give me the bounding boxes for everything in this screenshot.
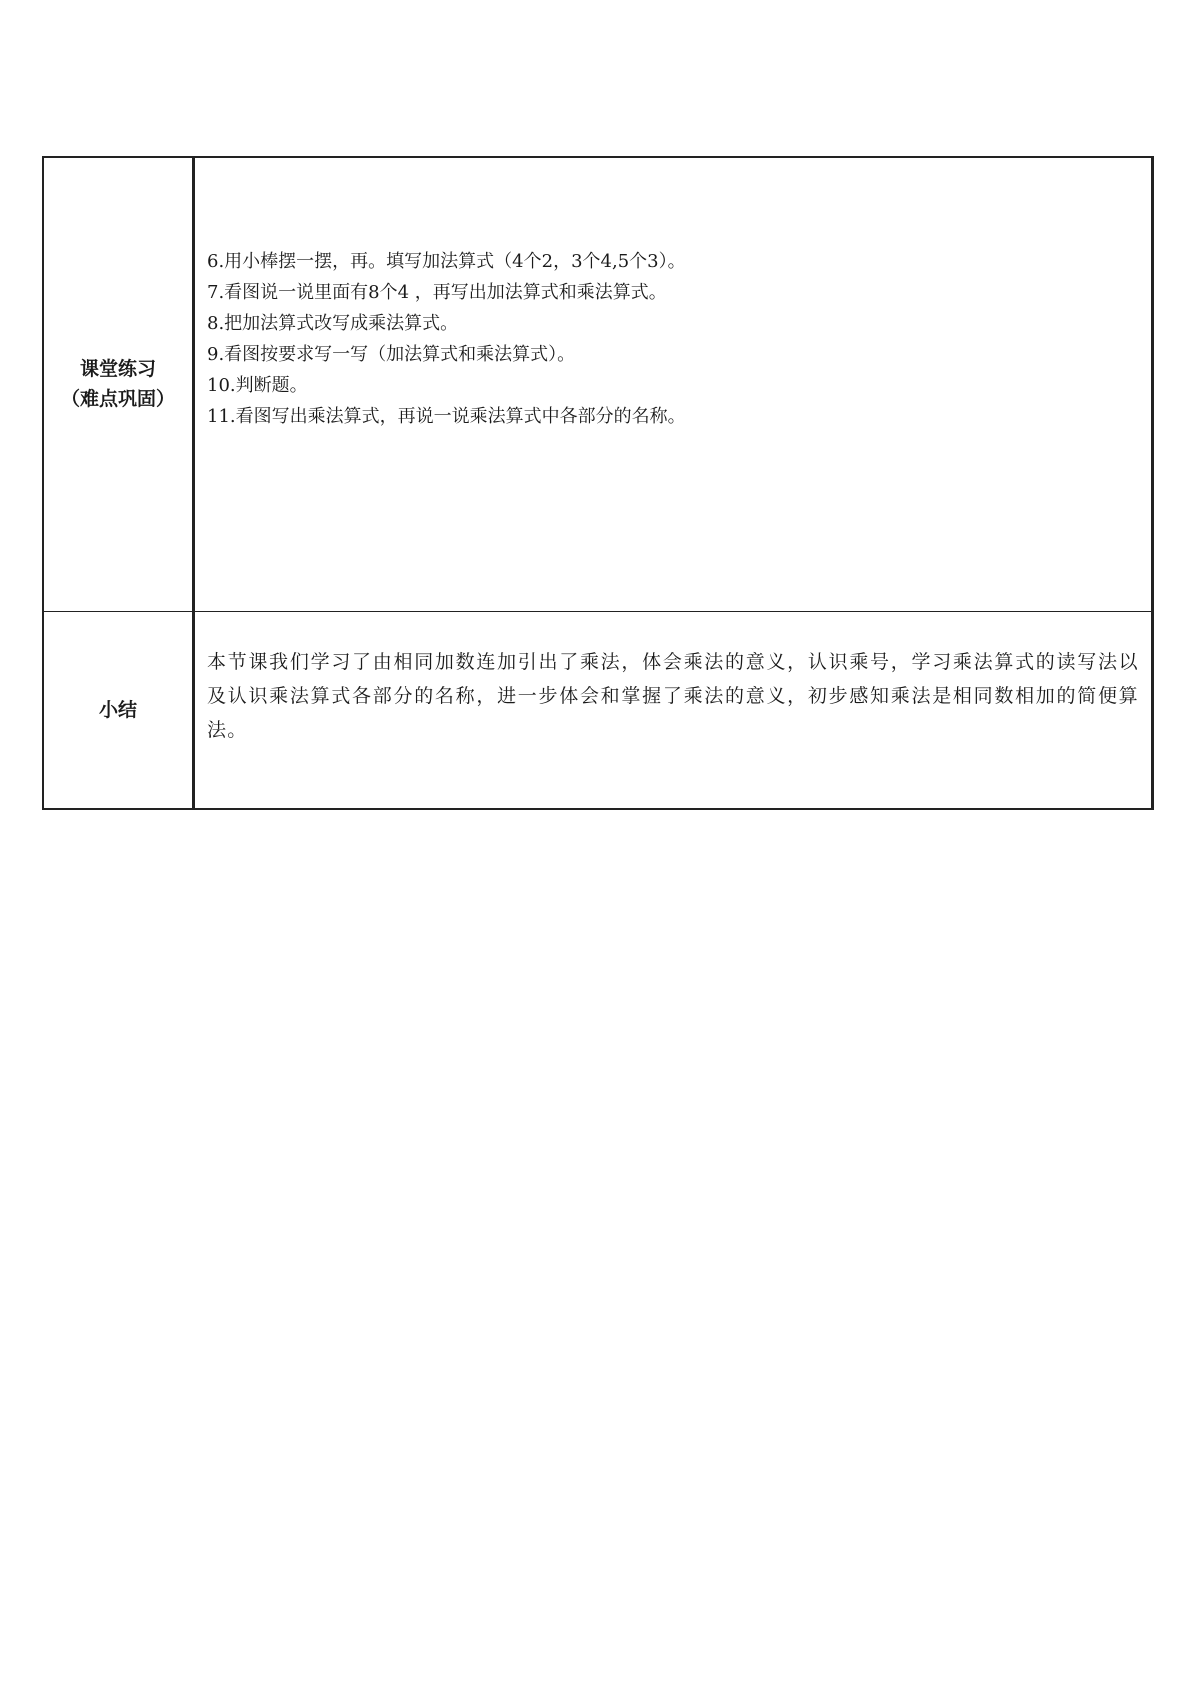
lesson-plan-table: [42, 156, 1154, 810]
summary-label: 小结: [98, 698, 137, 721]
summary-label-cell: [43, 611, 194, 809]
exercise-item: 11.看图写出乘法算式，再说一说乘法算式中各部分的名称。: [207, 406, 686, 427]
summary-text: 本节课我们学习了由相同加数连加引出了乘法，体会乘法的意义，认识乘号，学习乘法算式的读写法以及认识乘法算式各部分的名称，进一步体会和掌握了乘法的意义，初步感知乘法是相同数相加的简便算法。: [207, 650, 1139, 741]
exercise-list: [207, 158, 1139, 432]
practice-label-subtitle: （难点巩固）: [60, 388, 175, 411]
summary-row: [43, 611, 1153, 809]
practice-row: [43, 157, 1153, 611]
exercise-item: 6.用小棒摆一摆，再。填写加法算式（4个2，3个4,5个3）。: [207, 251, 686, 272]
exercise-item: 10.判断题。: [207, 375, 308, 396]
practice-label-cell: [43, 157, 194, 611]
exercise-item: 7.看图说一说里面有8个4 ，再写出加法算式和乘法算式。: [207, 282, 667, 303]
exercise-item: 9.看图按要求写一写（加法算式和乘法算式）。: [207, 344, 576, 365]
summary-content-cell: [194, 611, 1153, 809]
practice-label-title: 课堂练习: [79, 358, 156, 381]
practice-content-cell: [194, 157, 1153, 611]
exercise-item: 8.把加法算式改写成乘法算式。: [207, 313, 459, 334]
